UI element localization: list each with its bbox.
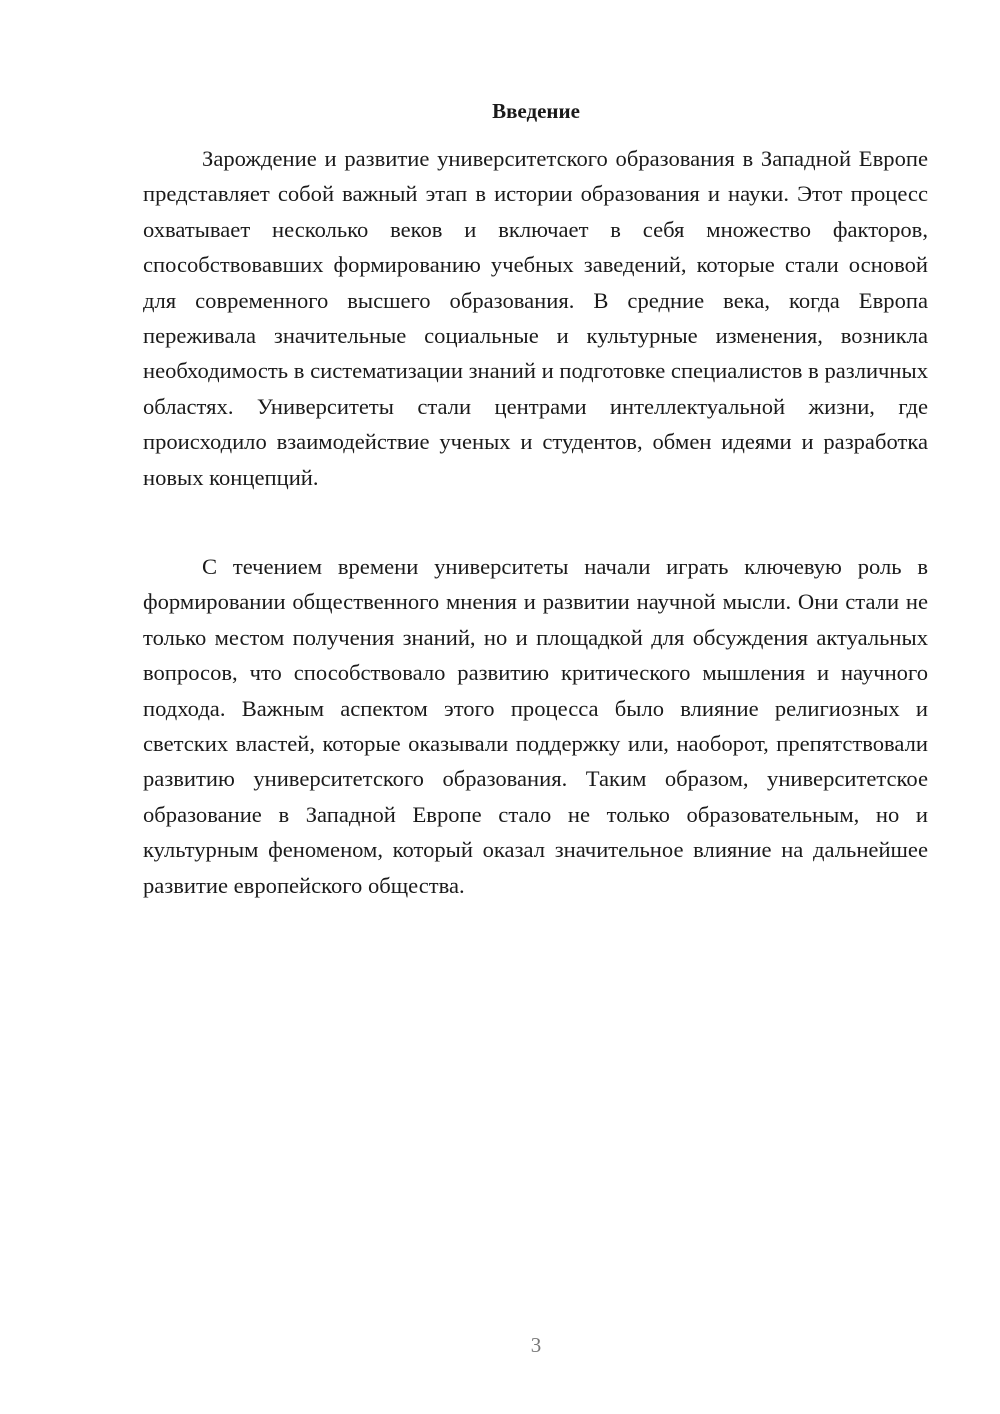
paragraph-2: С течением времени университеты начали играть ключевую роль в формировании общественного мнения и развитии научной мысли. Они стали не только местом получения знаний, но и площадкой для обсуждения актуальных вопросов, что способствовало развитию критического мышления и научного подхода. Важным аспектом этого процесса было влияние религиозных и светских властей, которые оказывали поддержку или, наоборот, препятствовали развитию университетского образования. Таким образом, университетское образование в Западной Европе стало не только образовательным, но и культурным феноменом, который оказал значительное влияние на дальнейшее развитие европейского общества. (143, 554, 928, 898)
page-number: 3 (530, 1333, 542, 1357)
section-heading: Введение (492, 99, 580, 123)
paragraph-1: Зарождение и развитие университетского образования в Западной Европе представляет собой важный этап в истории образования и науки. Этот процесс охватывает несколько веков и включает в себя множество факторов, способствовавших формированию учебных заведений, которые стали основой для современного высшего образования. В средние века, когда Европа переживала значительные социальные и культурные изменения, возникла необходимость в систематизации знаний и подготовке специалистов в различных областях. Университеты стали центрами интеллектуальной жизни, где происходило взаимодействие ученых и студентов, обмен идеями и разработка новых концепций. (143, 146, 928, 490)
